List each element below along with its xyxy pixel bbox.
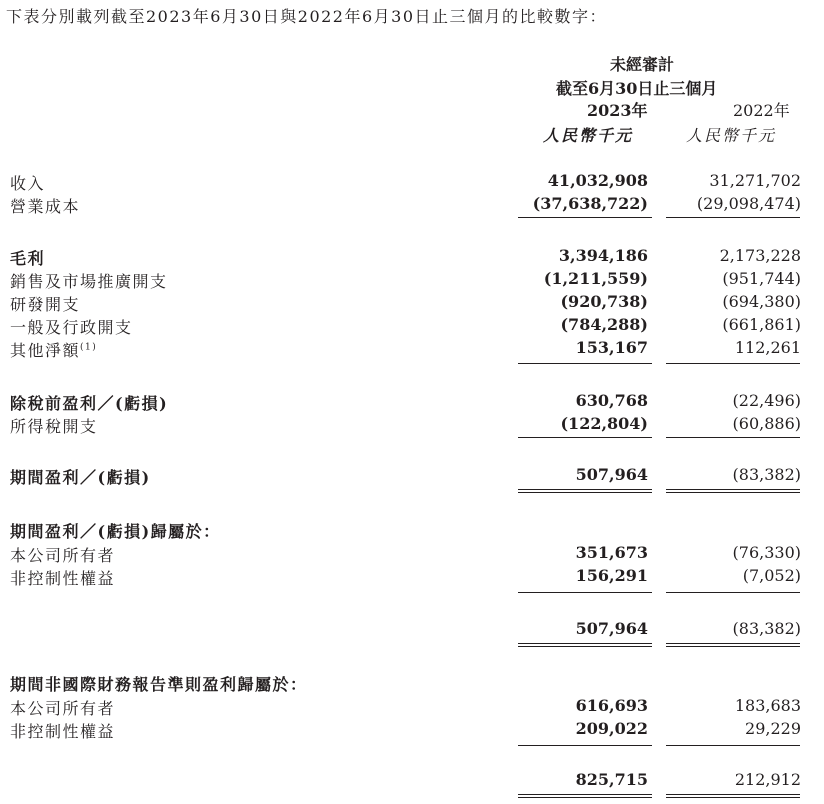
double-underline-2022 [666, 643, 800, 644]
row-label-nci: 非控制性權益 [10, 569, 116, 588]
underline-2023 [518, 437, 652, 438]
double-underline-2022 [666, 797, 800, 798]
double-underline-2022 [666, 489, 800, 490]
value-2023-cost: (37,638,722) [532, 194, 648, 213]
row-other [10, 338, 97, 361]
header-period: 截至6月30日止三個月 [556, 79, 718, 98]
underline-2022 [666, 363, 800, 364]
section-heading-non-ifrs: 期間非國際財務報告準則盈利歸屬於： [10, 675, 308, 694]
section-heading-attributable: 期間盈利／(虧損)歸屬於： [10, 522, 221, 541]
double-underline-2022 [666, 492, 800, 493]
row-label-admin: 一般及行政開支 [10, 318, 133, 337]
row-label-revenue: 收入 [10, 174, 46, 193]
subtotal-2022: (83,382) [732, 619, 801, 638]
header-year-2023: 2023年 [587, 101, 648, 120]
header-unit-2022: 人民幣千元 [686, 126, 777, 145]
double-underline-2022 [666, 646, 800, 647]
underline-2022 [666, 437, 800, 438]
value-2023-pretax: 630,768 [575, 391, 648, 410]
value-2022-nci: (7,052) [742, 566, 801, 585]
header-audit: 未經審計 [610, 55, 675, 74]
header-year-2022: 2022年 [733, 101, 790, 120]
double-underline-2023 [518, 794, 652, 795]
row-label-rnd: 研發開支 [10, 295, 81, 314]
value-2022-pretax: (22,496) [732, 391, 801, 410]
footnote-marker: (1) [80, 342, 98, 353]
value-2022-other: 112,261 [734, 338, 801, 357]
double-underline-2023 [518, 492, 652, 493]
value-2022-nci: 29,229 [745, 719, 801, 738]
double-underline-2022 [666, 794, 800, 795]
subtotal-2023: 507,964 [575, 619, 648, 638]
value-2023-selling: (1,211,559) [543, 269, 648, 288]
row-label-cost: 營業成本 [10, 197, 81, 216]
underline-2023 [518, 217, 652, 218]
value-2022-cost: (29,098,474) [696, 194, 801, 213]
value-2023-owners: 616,693 [575, 696, 648, 715]
value-2023-admin: (784,288) [560, 315, 648, 334]
value-2023-tax: (122,804) [560, 414, 648, 433]
value-2023-revenue: 41,032,908 [547, 171, 648, 190]
row-label-nci: 非控制性權益 [10, 722, 116, 741]
value-2023-owners: 351,673 [575, 543, 648, 562]
underline-2023 [518, 363, 652, 364]
value-2022-tax: (60,886) [732, 414, 801, 433]
row-label-tax: 所得稅開支 [10, 417, 98, 436]
underline-2022 [666, 745, 800, 746]
value-2023-nci: 156,291 [575, 566, 648, 585]
row-label-owners: 本公司所有者 [10, 699, 116, 718]
underline-2023 [518, 592, 652, 593]
value-2023-rnd: (920,738) [560, 292, 648, 311]
double-underline-2023 [518, 646, 652, 647]
value-2022-admin: (661,861) [722, 315, 801, 334]
subtotal-2023: 825,715 [575, 770, 648, 789]
row-label-period-profit: 期間盈利／(虧損) [10, 468, 151, 487]
value-2023-period-profit: 507,964 [575, 465, 648, 484]
row-label-pretax: 除稅前盈利／(虧損) [10, 394, 169, 413]
double-underline-2023 [518, 797, 652, 798]
subtotal-2022: 212,912 [734, 770, 801, 789]
double-underline-2023 [518, 489, 652, 490]
value-2022-rnd: (694,380) [722, 292, 801, 311]
value-2022-gross: 2,173,228 [719, 246, 801, 265]
intro-text: 下表分別載列截至2023年6月30日與2022年6月30日止三個月的比較數字： [6, 7, 608, 26]
value-2022-period-profit: (83,382) [732, 465, 801, 484]
row-label-owners: 本公司所有者 [10, 546, 116, 565]
value-2022-owners: (76,330) [732, 543, 801, 562]
row-label-selling: 銷售及市場推廣開支 [10, 272, 168, 291]
value-2022-selling: (951,744) [722, 269, 801, 288]
double-underline-2023 [518, 643, 652, 644]
value-2023-nci: 209,022 [575, 719, 648, 738]
underline-2022 [666, 217, 800, 218]
underline-2022 [666, 592, 800, 593]
value-2022-revenue: 31,271,702 [709, 171, 801, 190]
value-2022-owners: 183,683 [734, 696, 801, 715]
header-unit-2023: 人民幣千元 [543, 126, 634, 145]
underline-2023 [518, 745, 652, 746]
value-2023-gross: 3,394,186 [558, 246, 648, 265]
row-label-gross: 毛利 [10, 249, 46, 268]
row-label-other: 其他淨額 [10, 341, 81, 360]
value-2023-other: 153,167 [575, 338, 648, 357]
